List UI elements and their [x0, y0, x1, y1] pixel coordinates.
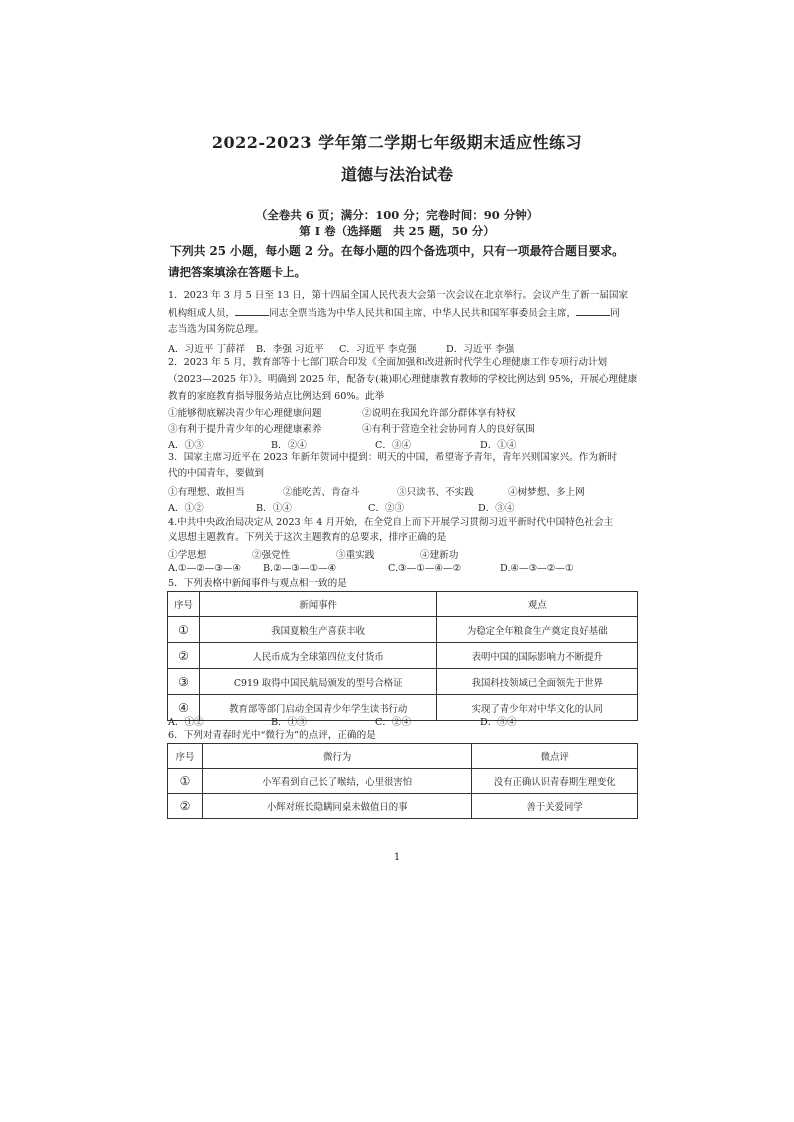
q3-item-2: ②能吃苦、肯奋斗 [283, 487, 360, 498]
q1-option-a: A．习近平 丁薛祥 [168, 344, 246, 355]
q6-row-comment: 善于关爱同学 [472, 794, 638, 819]
q5-row-event: C919 取得中国民航局颁发的型号合格证 [199, 669, 436, 695]
q6-header-behavior: 微行为 [202, 744, 471, 769]
q5-header-view: 观点 [437, 592, 638, 617]
page-number: 1 [393, 852, 401, 863]
q5-table [167, 591, 638, 721]
table-row [168, 794, 638, 819]
q3-option-d: D．③④ [478, 503, 515, 514]
q2-option-a: A．①③ [168, 440, 204, 451]
section-heading: 第 I 卷（选择题 共 25 题，50 分） [299, 224, 495, 238]
q4-option-b: B.②—③—①—④ [263, 563, 337, 574]
q2-statement-1: ①能够彻底解决青少年心理健康问题 [168, 408, 322, 419]
q2-option-b: B．②④ [271, 440, 307, 451]
q2-line-2: （2023—2025 年）》。明确到 2025 年，配备专(兼)职心理健康教育教师的学校比例达到 95%，开展心理健康 [168, 374, 638, 385]
q1-line-2: 机构组成人员， 同志全票当选为中华人民共和国主席、中华人民共和国军事委员会主席， 同 [168, 308, 620, 319]
q3-option-b: B．①④ [256, 503, 292, 514]
q2-statement-3: ③有利于提升青少年的心理健康素养 [168, 424, 322, 435]
q6-row-no: ① [168, 769, 203, 794]
q3-line-2: 代的中国青年，要做到 [168, 468, 264, 479]
q2-line-1: 2．2023 年 5 月，教育部等十七部门联合印发《全面加强和改进新时代学生心理健康工作专项行动计划 [168, 357, 608, 368]
q1-blank-1 [235, 306, 269, 316]
q2-option-d: D．①④ [480, 440, 517, 451]
q5-option-b: B．①③ [271, 717, 307, 728]
exam-title: 2022-2023 学年第二学期七年级期末适应性练习 [211, 133, 583, 152]
q4-item-2: ②强党性 [252, 550, 291, 561]
q5-table-header [168, 592, 638, 617]
q5-row-view: 实现了青少年对中华文化的认同 [437, 695, 638, 721]
q1-option-d: D．习近平 李强 [446, 344, 515, 355]
q5-row-no: ① [168, 617, 200, 643]
q4-item-4: ④建新功 [420, 550, 459, 561]
q4-option-a: A.①—②—③—④ [168, 563, 242, 574]
q2-statement-4: ④有利于营造全社会协同育人的良好氛围 [362, 424, 535, 435]
exam-subject: 道德与法治试卷 [340, 165, 453, 184]
table-row [168, 617, 638, 643]
q4-option-c: C.③—①—④—② [388, 563, 462, 574]
q3-line-1: 3．国家主席习近平在 2023 年新年贺词中提到：明天的中国，希望寄予青年，青年兴则国家兴。作为新时 [168, 452, 618, 463]
table-row [168, 669, 638, 695]
q2-option-c: C．③④ [375, 440, 412, 451]
answer-note: 请把答案填涂在答题卡上。 [168, 265, 306, 279]
q6-header-comment: 微点评 [472, 744, 638, 769]
q4-line-2: 义思想主题教育。下列关于这次主题教育的总要求，排序正确的是 [168, 532, 447, 543]
q5-row-view: 为稳定全年粮食生产奠定良好基础 [437, 617, 638, 643]
q5-row-no: ④ [168, 695, 200, 721]
q5-row-no: ② [168, 643, 200, 669]
q1-option-c: C．习近平 李克强 [339, 344, 417, 355]
q1-line-1: 1．2023 年 3 月 5 日至 13 日，第十四届全国人民代表大会第一次会议在北京举行。会议产生了新一届国家 [168, 290, 629, 301]
q5-header-event: 新闻事件 [199, 592, 436, 617]
q4-line-1: 4.中共中央政治局决定从 2023 年 4 月开始，在全党自上而下开展学习贯彻习近平新时代中国特色社会主 [168, 517, 614, 528]
table-row [168, 643, 638, 669]
q3-item-1: ①有理想、敢担当 [168, 487, 245, 498]
q6-row-comment: 没有正确认识青春期生理变化 [472, 769, 638, 794]
q4-option-d: D.④—③—②—① [500, 563, 574, 574]
q5-option-a: A．①② [168, 717, 204, 728]
q5-row-no: ③ [168, 669, 200, 695]
q2-line-3: 教育的家庭教育指导服务站点比例达到 60%。此举 [168, 391, 385, 402]
table-row [168, 769, 638, 794]
q3-option-a: A．①② [168, 503, 204, 514]
exam-meta: （全卷共 6 页；满分：100 分；完卷时间：90 分钟） [255, 208, 539, 222]
q6-table [167, 743, 638, 819]
q4-item-1: ①学思想 [168, 550, 207, 561]
q5-row-view: 表明中国的国际影响力不断提升 [437, 643, 638, 669]
q5-row-event: 教育部等部门启动全国青少年学生读书行动 [199, 695, 436, 721]
q2-statement-2: ②说明在我国允许部分群体享有特权 [362, 408, 516, 419]
q3-item-3: ③只读书、不实践 [397, 487, 474, 498]
q1-line-3: 志当选为国务院总理。 [168, 324, 264, 335]
q6-row-behavior: 小辉对班长隐瞒同桌未做值日的事 [202, 794, 471, 819]
q5-row-event: 人民币成为全球第四位支付货币 [199, 643, 436, 669]
q1-option-b: B．李强 习近平 [256, 344, 324, 355]
q3-option-c: C．②③ [368, 503, 405, 514]
section-instruction: 下列共 25 小题，每小题 2 分。在每小题的四个备选项中，只有一项最符合题目要求。 [170, 244, 624, 258]
q5-option-d: D．③④ [480, 717, 517, 728]
q5-row-view: 我国科技领域已全面领先于世界 [437, 669, 638, 695]
q6-row-no: ② [168, 794, 203, 819]
q6-table-header [168, 744, 638, 769]
q5-header-no: 序号 [168, 592, 200, 617]
q5-stem: 5．下列表格中新闻事件与观点相一致的是 [168, 578, 347, 589]
q1-blank-2 [576, 306, 610, 316]
q5-option-c: C．②④ [375, 717, 412, 728]
q6-row-behavior: 小军看到自己长了喉结，心里很害怕 [202, 769, 471, 794]
q4-item-3: ③重实践 [336, 550, 375, 561]
q3-item-4: ④树梦想、多上网 [508, 487, 585, 498]
q6-stem: 6．下列对青春时光中“微行为”的点评，正确的是 [168, 730, 376, 741]
q6-header-no: 序号 [168, 744, 203, 769]
q5-row-event: 我国夏粮生产喜获丰收 [199, 617, 436, 643]
